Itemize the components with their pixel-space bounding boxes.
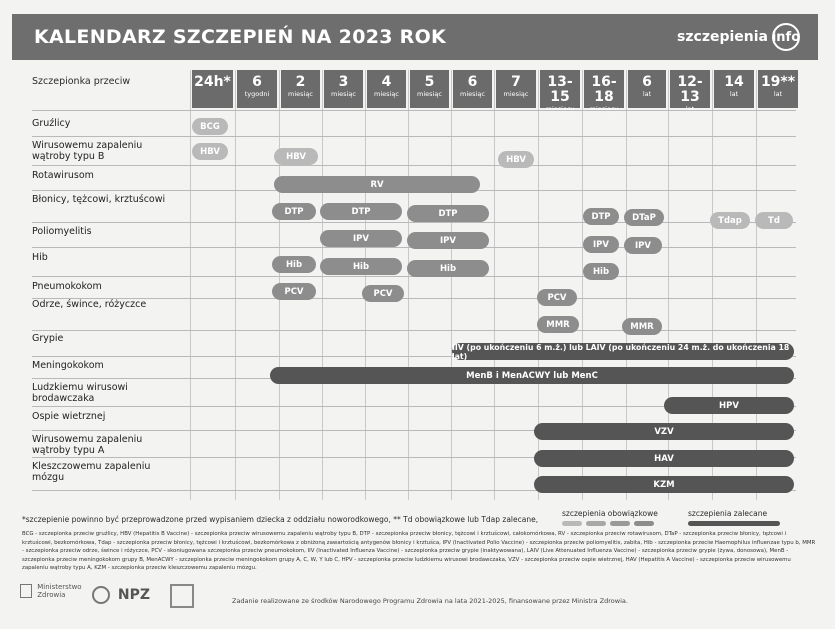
pill-mmr-6y: MMR [622, 318, 662, 335]
pill-dtap: DTaP [624, 209, 664, 226]
pill-dtp-16m: DTP [583, 208, 619, 225]
age-unit: lat [729, 90, 739, 98]
legend-recommended-label: szczepienia zalecane [688, 509, 768, 518]
pill-hpv: HPV [664, 397, 794, 414]
grid-column-divider [322, 70, 323, 500]
age-unit: miesiąc [460, 90, 485, 98]
npz-logo [92, 586, 150, 604]
age-value: 2 [295, 74, 306, 90]
pill-meningococcal: MenB i MenACWY lub MenC [270, 367, 794, 384]
abbreviations-text: BCG - szczepionka przeciw gruźlicy, HBV (Hepatitis B Vaccine) - szczepionka przeciw wirusowemu zapaleniu wątroby typu B, DTP - szczepionka przeciw błonicy, tężcowi i krztuścowi, całokomórkowa, RV - szczepionka przeciw rotawirusom, DTaP - szczepionka przeciw błonicy, tężcowi i krztuścowi, bezkomórkowa, Tdap - szczepionka przeciw błonicy, tężcowi i krztuścowi, bezkomórkowa z obniżoną zawartością antygenów błonicy i krztuśca, IPV (Inactivated Polio Vaccine) - szczepionka przeciw poliomyelitis, zabita, Hib - szczepionka przeciw Haemophilus influenzae typu b, MMR - szczepionka przeciw odrze, śwince i różyczce, PCV - skoniugowana szczepionka przeciw pneumokokom, IIV (Inactivated Influenza Vaccine) - szczepionka przeciw grypie (inaktywowana), LAIV (Live Attenuated Influenza Vaccine) - szczepionka przeciw grypie (żywa, donosowa), MenB - szczepionka przeciw meningokokom grupy B, MenACWY - szczepionka przeciw meningokokom grupy A, C, W, Y lub C, HPV - szczepionka przeciw ludzkiemu wirusowi brodawczaka, VZV - szczepionka przeciw ospie wietrznej, HAV (Hepatitis A Vaccine) - szczepionka przeciw wirusowemu zapaleniu wątroby typu A, KZM - szczepionka przeciw kleszczowemu zapaleniu mózgu. [22, 531, 816, 572]
age-column-7 [453, 70, 492, 108]
pill-hib-16m: Hib [583, 263, 619, 280]
column-header-label: Szczepionka przeciw [32, 76, 131, 87]
legend-mandatory-swatch-4 [634, 521, 654, 526]
pill-pcv-2m: PCV [272, 283, 316, 300]
row-label: Wirusowemu zapaleniu wątroby typu B [32, 140, 143, 162]
ministry-emblem-icon [20, 584, 32, 598]
npz-program-emblem-icon [170, 584, 194, 608]
pill-hib-5-6m: Hib [407, 260, 489, 277]
grid-column-divider [235, 70, 236, 500]
row-label: Rotawirusom [32, 170, 94, 181]
grid-column-divider [451, 70, 452, 500]
row-label: Ludzkiemu wirusowi brodawczaka [32, 382, 128, 404]
logo-suffix: info [771, 29, 801, 45]
pill-hib-2m: Hib [272, 256, 316, 273]
pill-dtp-3-4m: DTP [320, 203, 402, 220]
age-unit: lat [685, 105, 695, 113]
age-unit: miesiąc [417, 90, 442, 98]
age-unit: miesiąc [503, 90, 529, 98]
age-unit: miesiąc [374, 90, 399, 98]
age-column-10 [584, 70, 624, 113]
ministry-name: Ministerstwo Zdrowia [37, 583, 82, 599]
age-value: 6 [467, 74, 478, 90]
pill-dtp-2m: DTP [272, 203, 316, 220]
age-unit: miesięcy [589, 105, 619, 113]
age-column-4 [324, 70, 363, 108]
row-label: Błonicy, tężcowi, krztuścowi [32, 194, 166, 205]
logo-word: szczepienia [677, 29, 768, 45]
row-label: Poliomyelitis [32, 226, 92, 237]
pill-ipv-16m: IPV [583, 236, 619, 253]
row-label: Pneumokokom [32, 281, 102, 292]
legend-recommended-swatch [688, 521, 780, 526]
pill-kzm: KZM [534, 476, 794, 493]
page-title: KALENDARZ SZCZEPIEŃ NA 2023 ROK [34, 26, 447, 48]
row-label: Odrze, śwince, różyczce [32, 299, 147, 310]
age-unit: miesiąc [288, 90, 313, 98]
legend-mandatory-swatch-3 [610, 521, 630, 526]
row-label: Grypie [32, 333, 64, 344]
pill-hbv-birth: HBV [192, 143, 228, 160]
age-unit: lat [773, 90, 783, 98]
age-unit: miesięcy [545, 105, 575, 113]
age-value: 5 [424, 74, 435, 90]
age-column-8 [496, 70, 536, 108]
age-value: 12-13 [677, 74, 703, 105]
pill-dtp-5-6m: DTP [407, 205, 489, 222]
legend [548, 505, 798, 531]
legend-mandatory-swatch-2 [586, 521, 606, 526]
row-divider [32, 110, 796, 111]
pill-ipv-5-6m: IPV [407, 232, 489, 249]
age-column-5 [367, 70, 406, 108]
age-value: 14 [724, 74, 744, 90]
funding-note: Zadanie realizowane ze środków Narodowego Programu Zdrowia na lata 2021-2025, finansowane przez Ministra Zdrowia. [232, 597, 628, 605]
grid-column-divider [190, 70, 191, 500]
pill-hav: HAV [534, 450, 794, 467]
header-banner [12, 14, 818, 60]
age-value: 16-18 [591, 74, 617, 105]
age-value: 24h* [194, 74, 231, 90]
age-column-9 [540, 70, 580, 113]
pill-pcv-13m: PCV [537, 289, 577, 306]
npz-name: NPZ [117, 587, 151, 603]
pill-vzv: VZV [534, 423, 794, 440]
pill-hbv-2m: HBV [274, 148, 318, 165]
pill-hib-3-4m: Hib [320, 258, 402, 275]
grid-column-divider [494, 70, 495, 500]
pill-ipv-3-4m: IPV [320, 230, 402, 247]
pill-td: Td [755, 212, 793, 229]
row-divider [32, 298, 796, 299]
logo-ring-icon [772, 23, 800, 51]
age-column-14 [758, 70, 798, 108]
row-divider [32, 330, 796, 331]
row-label: Hib [32, 252, 48, 263]
szczepienia-info-logo[interactable] [677, 23, 800, 51]
age-column-2 [237, 70, 277, 108]
grid-column-divider [408, 70, 409, 500]
pill-pcv-4m: PCV [362, 285, 404, 302]
age-unit: miesiąc [331, 90, 356, 98]
age-value: 7 [511, 74, 521, 90]
npz-swirl-icon [92, 586, 110, 604]
age-column-6 [410, 70, 449, 108]
row-label: Meningokokom [32, 360, 104, 371]
row-divider [32, 165, 796, 166]
legend-mandatory-swatch-1 [562, 521, 582, 526]
row-label: Gruźlicy [32, 118, 71, 129]
age-value: 19** [760, 74, 796, 90]
pill-hbv-7m: HBV [498, 151, 534, 168]
row-label: Wirusowemu zapaleniu wątroby typu A [32, 434, 143, 456]
age-unit: tygodni [244, 90, 270, 98]
row-label: Ospie wietrznej [32, 411, 106, 422]
age-column-1 [192, 70, 233, 108]
age-value: 13-15 [547, 74, 573, 105]
age-column-12 [670, 70, 710, 113]
legend-mandatory-label: szczepienia obowiązkowe [562, 509, 658, 518]
pill-bcg: BCG [192, 118, 228, 135]
age-column-13 [714, 70, 754, 108]
age-value: 6 [642, 74, 652, 90]
pill-influenza: IIV (po ukończeniu 6 m.ż.) lub LAIV (po ukończeniu 24 m.ż. do ukończenia 18 lat) [452, 343, 794, 360]
pill-ipv-6y: IPV [624, 237, 662, 254]
row-divider [32, 136, 796, 137]
age-column-3 [281, 70, 320, 108]
age-value: 6 [252, 74, 262, 90]
age-column-11 [628, 70, 666, 108]
age-value: 3 [338, 74, 349, 90]
pill-mmr-13m: MMR [537, 316, 579, 333]
row-divider [32, 222, 796, 223]
age-value: 4 [381, 74, 392, 90]
footnote: *szczepienie powinno być przeprowadzone przed wypisaniem dziecka z oddziału noworodkowego, ** Td obowiązkowe lub Tdap zalecane, [22, 515, 539, 524]
pill-rv: RV [274, 176, 480, 193]
age-unit: lat [642, 90, 652, 98]
pill-tdap: Tdap [710, 212, 750, 229]
ministry-logo [20, 583, 81, 599]
row-label: Kleszczowemu zapaleniu mózgu [32, 461, 151, 483]
